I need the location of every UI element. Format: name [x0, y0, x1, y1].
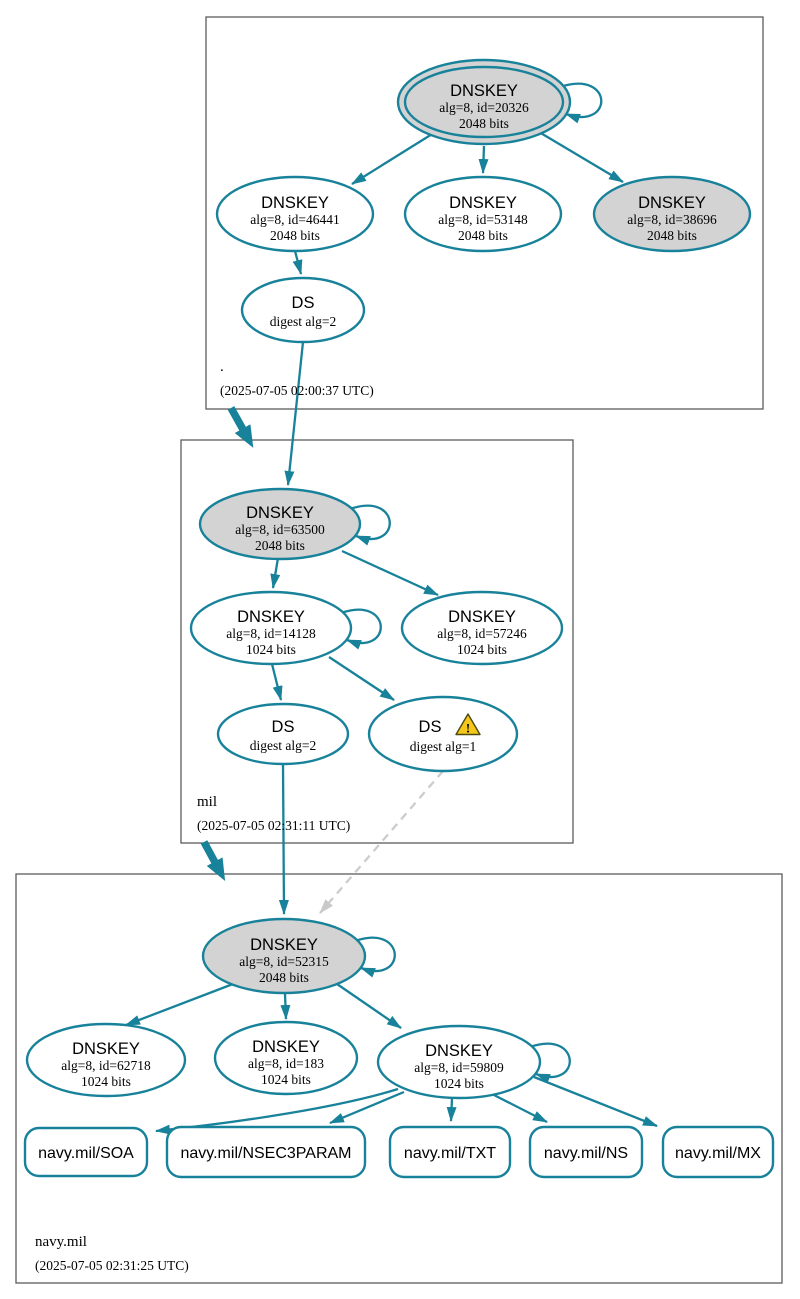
edge-zsk46441-to-ds [295, 251, 301, 274]
node-title: DNSKEY [448, 608, 516, 626]
node-detail: alg=8, id=46441 [250, 212, 340, 227]
node-title: DNSKEY [237, 608, 305, 626]
zone-label-mil: mil [197, 794, 218, 810]
node-detail: 1024 bits [434, 1076, 484, 1091]
dnskey-node-53148 [405, 177, 561, 251]
node-title: DS [291, 294, 315, 312]
zone-label-navy-mil: navy.mil [35, 1234, 87, 1250]
node-detail: digest alg=2 [249, 738, 317, 753]
ds-node-root [242, 278, 364, 342]
node-title: DNSKEY [425, 1042, 493, 1060]
edge-ksk20326-to-zsk46441 [352, 131, 437, 184]
node-detail: 1024 bits [457, 642, 507, 657]
dnskey-node-57246 [402, 592, 562, 664]
rrset-label: navy.mil/SOA [38, 1145, 134, 1162]
node-detail: alg=8, id=52315 [239, 954, 329, 969]
node-detail: 2048 bits [459, 116, 509, 131]
zone-timestamp-mil: (2025-07-05 02:31:11 UTC) [197, 818, 351, 833]
dnskey-node-52315-ksk [203, 919, 365, 993]
dnskey-node-62718 [27, 1024, 185, 1096]
dnskey-node-183 [215, 1022, 357, 1094]
rrset-node-mx [663, 1127, 773, 1177]
node-detail: 1024 bits [261, 1072, 311, 1087]
node-detail: 2048 bits [458, 228, 508, 243]
edge-mil-ds2-to-navy-ksk [283, 763, 284, 914]
ds-node-mil-alg2 [218, 704, 348, 764]
node-title: DNSKEY [72, 1040, 140, 1058]
ds-node-mil-alg1-warning [369, 697, 517, 771]
edge-ksk52315-to-zsk59809 [337, 984, 401, 1028]
node-detail: alg=8, id=57246 [437, 626, 527, 641]
edge-ksk63500-to-zsk57246 [342, 551, 438, 595]
dnskey-node-63500-ksk [200, 489, 360, 559]
node-detail: alg=8, id=183 [248, 1056, 324, 1071]
edge-zsk59809-to-txt [451, 1098, 452, 1121]
rrset-node-ns [530, 1127, 642, 1177]
node-detail: 2048 bits [255, 538, 305, 553]
edge-delegation-root-to-mil [231, 408, 245, 433]
edge-ksk20326-to-zsk38696 [534, 129, 623, 182]
rrset-label: navy.mil/NSEC3PARAM [180, 1145, 352, 1162]
node-title: DNSKEY [638, 194, 706, 212]
dnskey-node-59809 [378, 1026, 540, 1098]
node-detail: alg=8, id=38696 [627, 212, 717, 227]
node-title: DS [271, 718, 295, 736]
node-title: DNSKEY [449, 194, 517, 212]
node-title: DNSKEY [261, 194, 329, 212]
node-detail: 2048 bits [270, 228, 320, 243]
edge-ksk63500-to-zsk14128 [273, 558, 278, 588]
svg-text:!: ! [465, 720, 471, 736]
node-title: DNSKEY [250, 936, 318, 954]
node-detail: alg=8, id=14128 [226, 626, 316, 641]
rrset-node-txt [390, 1127, 510, 1177]
node-title: DNSKEY [252, 1038, 320, 1056]
edge-zsk14128-to-ds1 [329, 657, 394, 700]
edge-ksk52315-to-zsk183 [285, 994, 286, 1019]
dnskey-node-38696 [594, 177, 750, 251]
rrset-label: navy.mil/MX [675, 1145, 761, 1162]
rrset-label: navy.mil/TXT [403, 1145, 497, 1162]
node-detail: alg=8, id=53148 [438, 212, 528, 227]
node-title: DNSKEY [450, 82, 518, 100]
zone-label-root: . [220, 359, 224, 375]
node-title: DS [418, 718, 442, 736]
node-detail: 1024 bits [81, 1074, 131, 1089]
dnskey-node-46441 [217, 177, 373, 251]
edge-zsk59809-to-mx [534, 1077, 657, 1126]
dnskey-node-14128 [191, 592, 351, 664]
edge-zsk14128-to-ds2 [272, 664, 281, 700]
zone-timestamp-navy-mil: (2025-07-05 02:31:25 UTC) [35, 1258, 189, 1273]
rrset-label: navy.mil/NS [543, 1145, 629, 1162]
rrset-node-nsec3param [167, 1127, 365, 1177]
edge-root-ds-to-mil-ksk [288, 342, 303, 485]
node-detail: alg=8, id=20326 [439, 100, 529, 115]
node-detail: alg=8, id=62718 [61, 1058, 151, 1073]
node-detail: 2048 bits [647, 228, 697, 243]
node-title: DNSKEY [246, 504, 314, 522]
node-detail: alg=8, id=59809 [414, 1060, 504, 1075]
rrset-node-soa [25, 1128, 147, 1176]
edge-delegation-mil-to-navy [204, 842, 217, 866]
edge-zsk59809-to-ns [492, 1094, 547, 1122]
node-detail: digest alg=2 [269, 314, 337, 329]
node-detail: digest alg=1 [409, 739, 477, 754]
node-detail: 1024 bits [246, 642, 296, 657]
dnskey-node-20326-ksk [398, 60, 570, 144]
node-detail: alg=8, id=63500 [235, 522, 325, 537]
edge-mil-ds1-to-navy-ksk-dashed [320, 771, 443, 913]
node-detail: 2048 bits [259, 970, 309, 985]
zone-timestamp-root: (2025-07-05 02:00:37 UTC) [220, 383, 374, 398]
edge-ksk52315-to-zsk62718 [126, 984, 233, 1025]
edge-ksk20326-to-zsk53148 [483, 146, 484, 173]
